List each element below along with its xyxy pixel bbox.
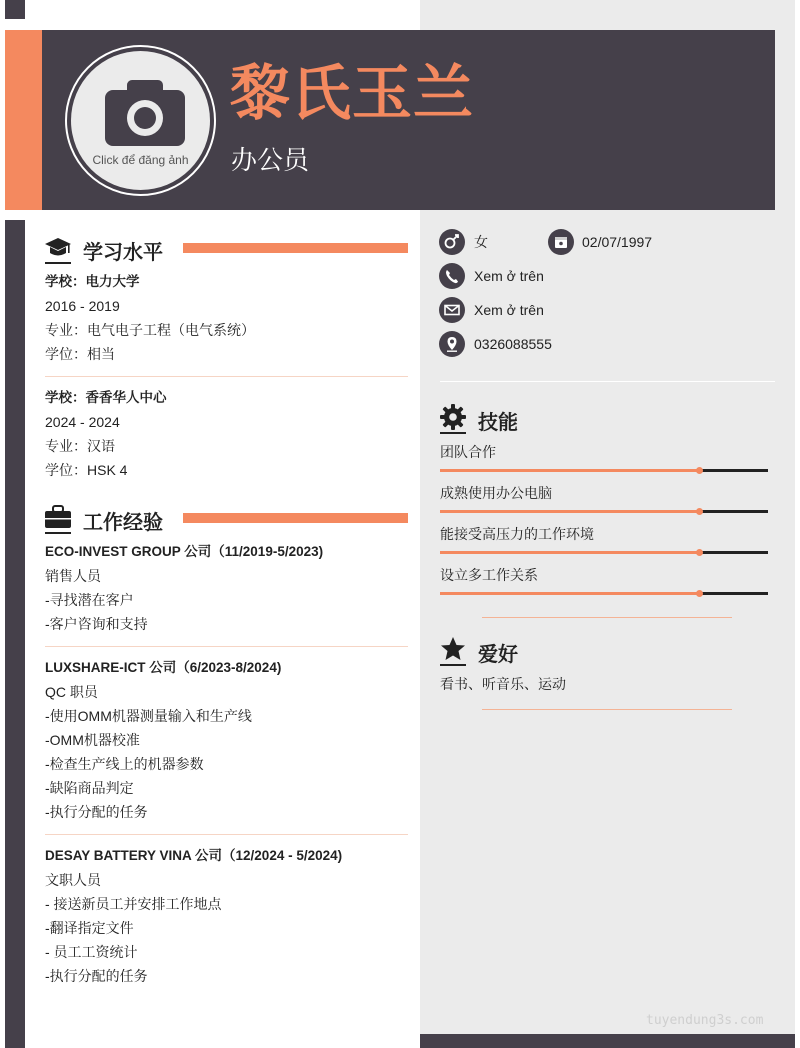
- divider: [45, 834, 408, 835]
- skill-bar-fill: [440, 510, 699, 513]
- hobbies-text: 看书、听音乐、运动: [440, 676, 566, 692]
- skill-bar-handle: [696, 590, 703, 597]
- experience-title: 工作经验: [83, 512, 163, 534]
- education-header: [45, 234, 408, 266]
- watermark: tuyendung3s.com: [646, 1013, 764, 1028]
- job-duty: -执行分配的任务: [45, 968, 148, 984]
- job-duty: -使用OMM机器测量输入和生产线: [45, 708, 252, 724]
- education-years: 2016 - 2019: [45, 298, 120, 314]
- phone-icon: [439, 263, 465, 289]
- job-position: 销售人员: [45, 568, 101, 584]
- job-duty: -缺陷商品判定: [45, 780, 134, 796]
- star-icon: [440, 636, 466, 662]
- section-underline: [45, 532, 71, 534]
- header-banner: [5, 30, 775, 210]
- job-position: QC 职员: [45, 684, 98, 700]
- skill-bar-fill: [440, 592, 699, 595]
- bottom-bar: [420, 1034, 795, 1048]
- job-duty: -执行分配的任务: [45, 804, 148, 820]
- job-duty: -翻译指定文件: [45, 920, 134, 936]
- avatar-caption: Click để đăng ảnh: [92, 153, 189, 167]
- address-value: 0326088555: [474, 336, 552, 352]
- graduation-cap-icon: [45, 234, 71, 260]
- avatar-upload[interactable]: [71, 51, 210, 190]
- briefcase-icon: [45, 504, 71, 530]
- candidate-name: 黎氏玉兰: [230, 60, 474, 127]
- section-bar: [183, 243, 408, 253]
- gender-value: 女: [474, 234, 488, 250]
- education-years: 2024 - 2024: [45, 414, 120, 430]
- skills-title: 技能: [478, 412, 518, 434]
- skill-label: 团队合作: [440, 444, 496, 460]
- skill-bar-handle: [696, 508, 703, 515]
- job-duty: -客户咨询和支持: [45, 616, 148, 632]
- divider: [440, 381, 775, 382]
- skills-header: [440, 404, 775, 436]
- job-company: LUXSHARE-ICT 公司（6/2023-8/2024): [45, 660, 282, 675]
- job-duty: - 员工工资统计: [45, 944, 138, 960]
- education-school: 学校：电力大学: [45, 274, 140, 289]
- section-underline: [440, 664, 466, 666]
- job-duty: -检查生产线上的机器参数: [45, 756, 204, 772]
- job-duty: -寻找潜在客户: [45, 592, 134, 608]
- skill-label: 设立多工作关系: [440, 567, 538, 583]
- skill-bar-fill: [440, 469, 699, 472]
- left-strip: [5, 220, 25, 1048]
- birthday-value: 02/07/1997: [582, 234, 653, 250]
- divider: [45, 646, 408, 647]
- job-duty: - 接送新员工并安排工作地点: [45, 896, 222, 912]
- hobbies-header: [440, 636, 775, 668]
- education-degree: 学位：HSK 4: [45, 462, 128, 478]
- email-value: Xem ở trên: [474, 302, 544, 318]
- skill-bar: [440, 551, 768, 554]
- section-underline: [440, 432, 466, 434]
- camera-icon: [105, 78, 185, 148]
- phone-value: Xem ở trên: [474, 268, 544, 284]
- header-accent-bar: [5, 30, 42, 210]
- section-bar: [183, 513, 408, 523]
- skill-bar: [440, 592, 768, 595]
- email-icon: [439, 297, 465, 323]
- gender-icon: [439, 229, 465, 255]
- hobbies-title: 爱好: [478, 644, 518, 666]
- skill-bar-fill: [440, 551, 699, 554]
- location-icon: [439, 331, 465, 357]
- education-major: 专业：汉语: [45, 438, 115, 454]
- skill-bar-handle: [696, 549, 703, 556]
- divider: [45, 376, 408, 377]
- education-major: 专业：电气电子工程（电气系统）: [45, 322, 255, 338]
- gear-icon: [440, 404, 466, 430]
- divider: [482, 709, 732, 710]
- left-strip-top: [5, 0, 25, 19]
- experience-header: [45, 504, 408, 536]
- education-degree: 学位：相当: [45, 346, 115, 362]
- candidate-role: 办公员: [231, 145, 310, 175]
- job-company: ECO-INVEST GROUP 公司（11/2019-5/2023): [45, 544, 324, 559]
- section-underline: [45, 262, 71, 264]
- skill-bar-handle: [696, 467, 703, 474]
- skill-bar: [440, 510, 768, 513]
- education-school: 学校：香香华人中心: [45, 390, 167, 405]
- divider: [482, 617, 732, 618]
- job-company: DESAY BATTERY VINA 公司（12/2024 - 5/2024): [45, 848, 343, 863]
- skill-label: 成熟使用办公电脑: [440, 485, 552, 501]
- calendar-icon: [548, 229, 574, 255]
- job-position: 文职人员: [45, 872, 101, 888]
- education-title: 学习水平: [83, 242, 163, 264]
- skill-label: 能接受高压力的工作环境: [440, 526, 594, 542]
- skill-bar: [440, 469, 768, 472]
- job-duty: -OMM机器校准: [45, 732, 140, 748]
